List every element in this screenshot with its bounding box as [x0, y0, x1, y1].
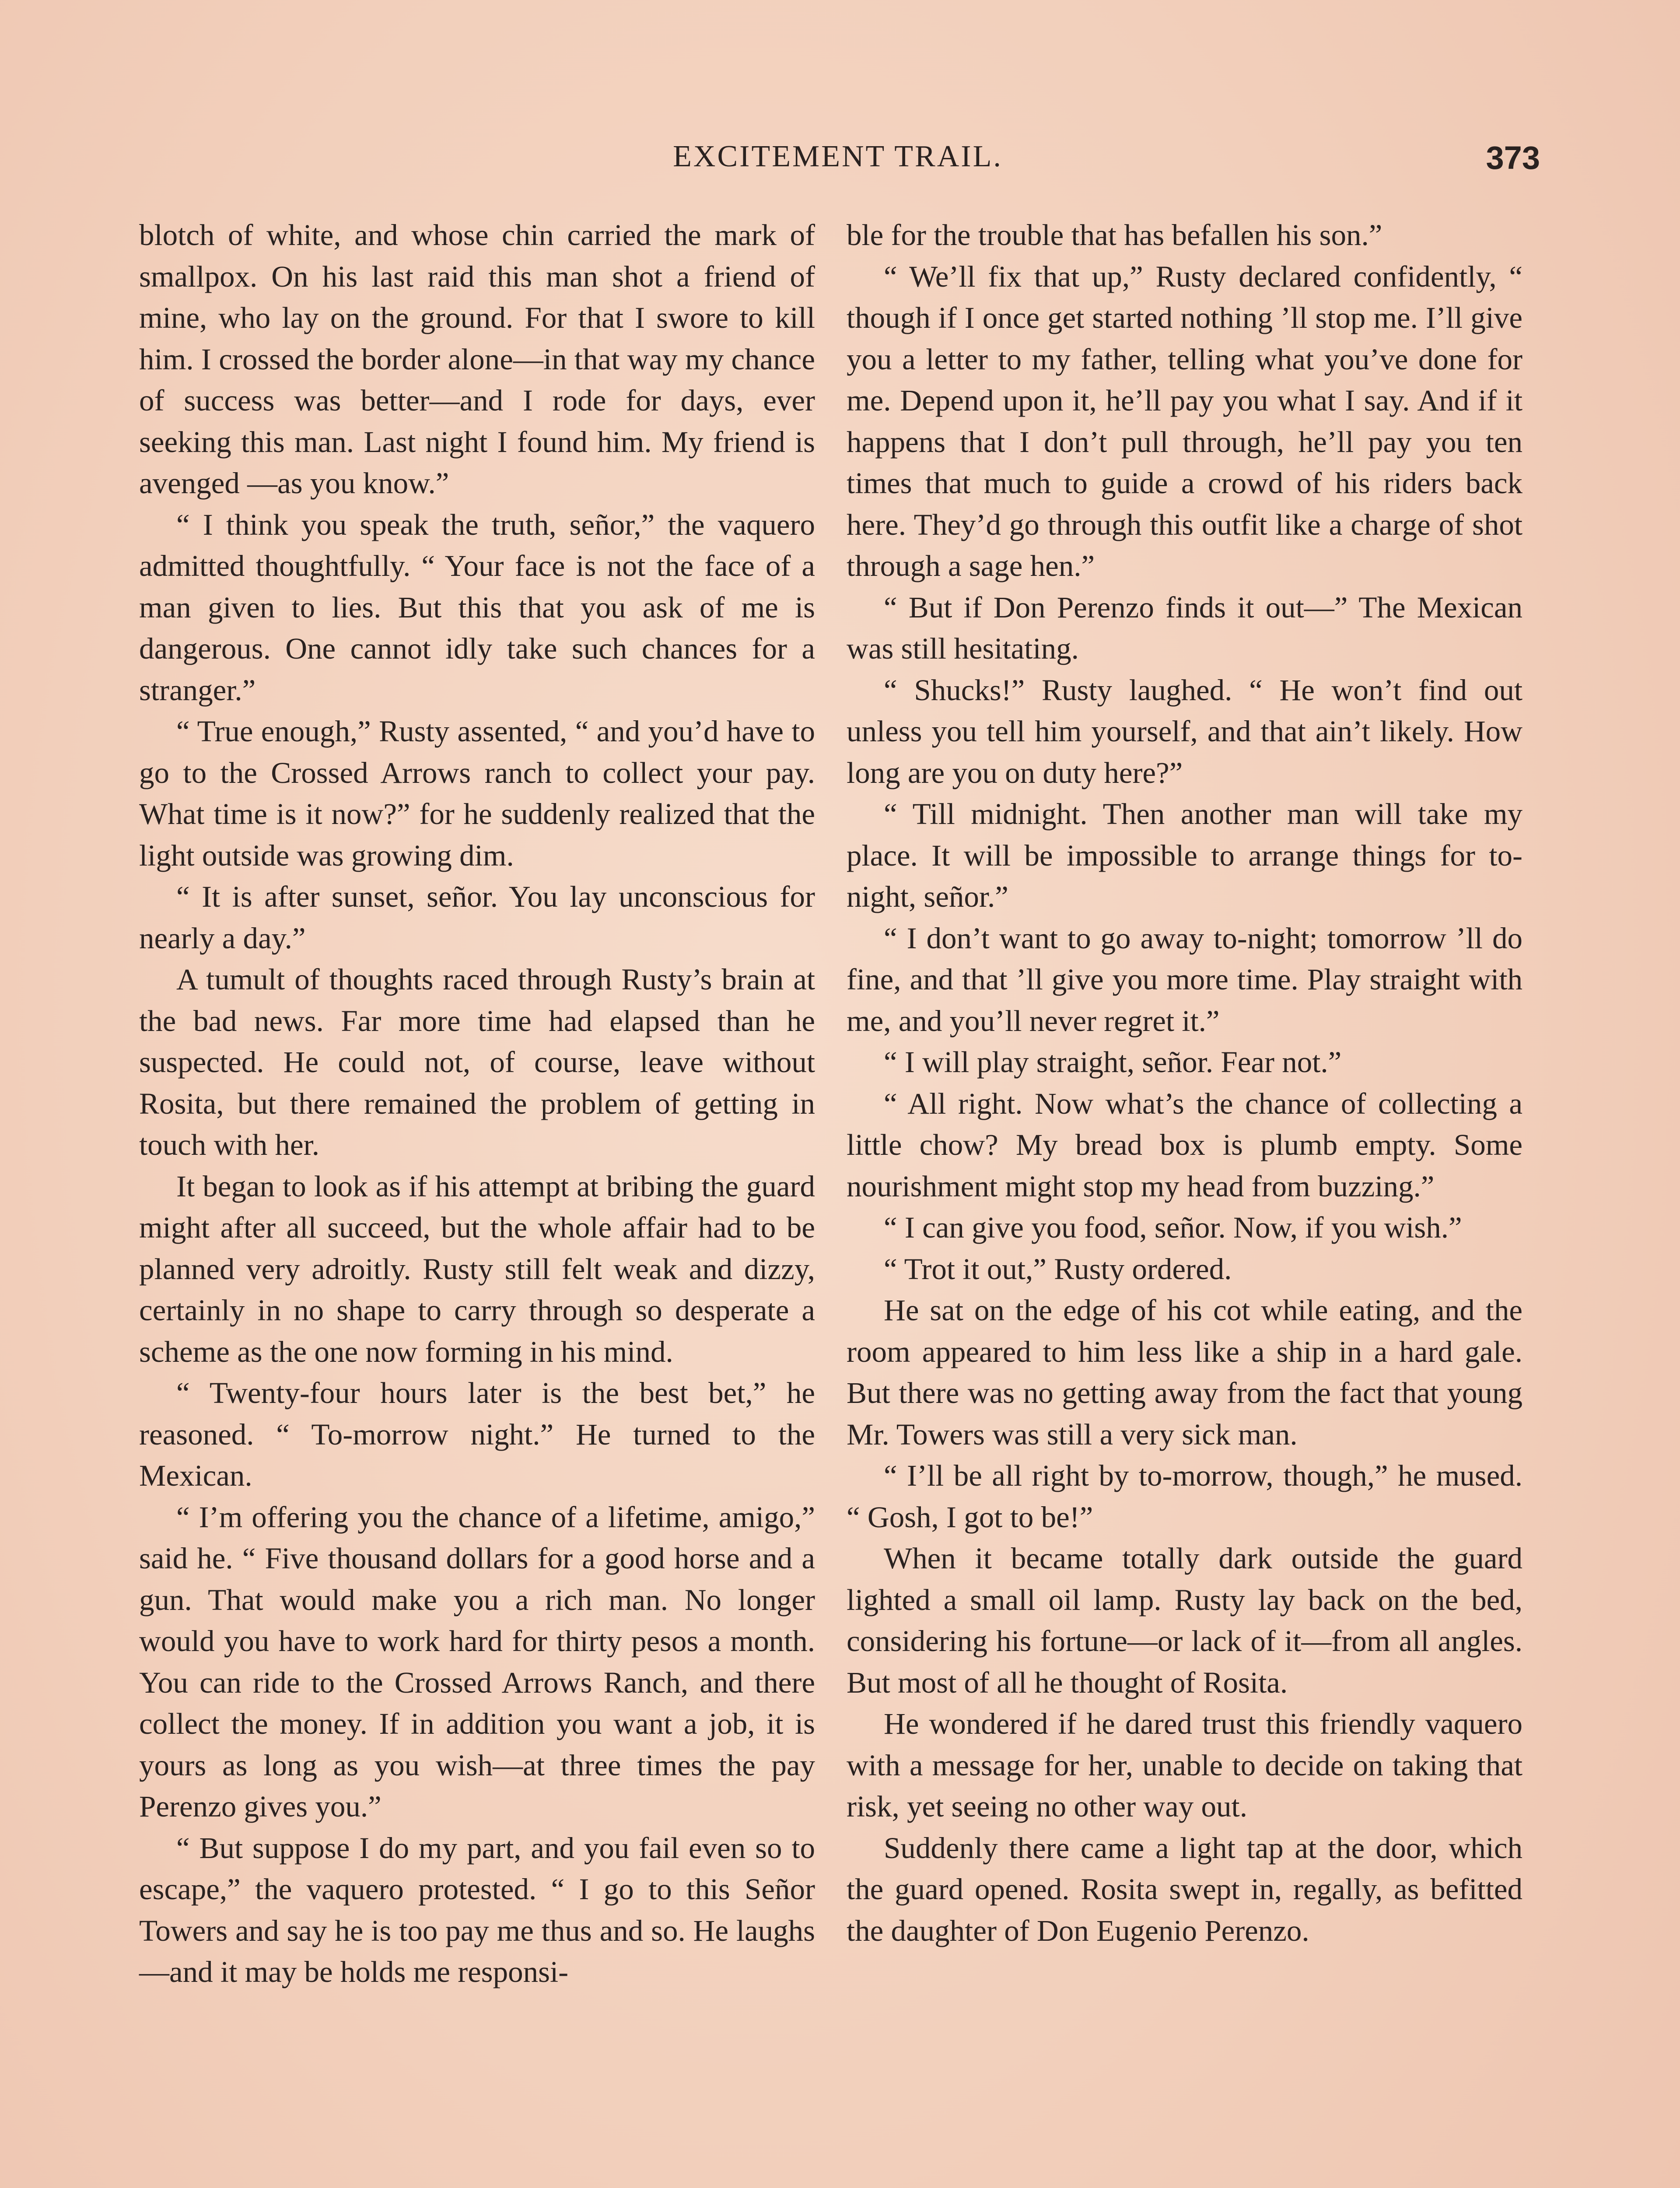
paragraph: “ We’ll fix that up,” Rusty declared confidently, “ though if I once get started nothing ’ll stop me. I’ll give you a letter to my father, telling what you’ve done for me. Depend upon it, he’ll pay you what I say. And if it happens that I don’t pull through, he’ll pay you ten times that much to guide a crowd of his riders back here. They’d go through this outfit like a charge of shot through a sage hen.” — [847, 259, 1522, 582]
paragraph: “ I’ll be all right by to-morrow, though,” he mused. “ Gosh, I got to be!” — [847, 1459, 1522, 1534]
paragraph: “ I don’t want to go away to-night; tomorrow ’ll do fine, and that ’ll give you more time. Play straight with me, and you’ll never regret it.” — [847, 921, 1522, 1038]
paragraph: “ I will play straight, señor. Fear not.” — [884, 1045, 1342, 1079]
paragraph: “ But if Don Perenzo finds it out—” The Mexican was still hesitating. — [847, 590, 1522, 665]
paragraph: It began to look as if his attempt at bribing the guard might after all succeed, but the whole affair had to be planned very adroitly. Rusty still felt weak and dizzy, certainly in no shape to carry through so desperate a scheme as the one now forming in his mind. — [139, 1169, 815, 1368]
paragraph: “ But suppose I do my part, and you fail even so to escape,” the vaquero protested. “ I go to this Señor Towers and say he is too pay me thus and so. He laughs—and it may be holds me responsi- — [139, 1831, 815, 1988]
paragraph: “ I think you speak the truth, señor,” the vaquero admitted thoughtfully. “ Your face is not the face of a man given to lies. But this that you ask of me is dangerous. One cannot idly take such chances for a stranger.” — [139, 508, 815, 707]
left-column — [139, 214, 815, 2188]
paragraph: When it became totally dark outside the guard lighted a small oil lamp. Rusty lay back on the bed, considering his fortune—or lack of it—from all angles. But most of all he thought of Rosita. — [847, 1542, 1522, 1699]
right-column — [847, 214, 1522, 2188]
paragraph: “ Twenty-four hours later is the best bet,” he reasoned. “ To-morrow night.” He turned to the Mexican. — [139, 1376, 815, 1492]
paragraph: “ It is after sunset, señor. You lay unconscious for nearly a day.” — [139, 880, 815, 955]
paragraph: “ All right. Now what’s the chance of collecting a little chow? My bread box is plumb empty. Some nourishment might stop my head from buzzing.” — [847, 1087, 1522, 1203]
paragraph: “ Trot it out,” Rusty ordered. — [884, 1252, 1232, 1286]
paragraph: “ I can give you food, señor. Now, if you wish.” — [884, 1211, 1462, 1244]
running-title: EXCITEMENT TRAIL. — [673, 140, 1003, 173]
paragraph: He wondered if he dared trust this friendly vaquero with a message for her, unable to decide on taking that risk, yet seeing no other way out. — [847, 1707, 1522, 1823]
paragraph: He sat on the edge of his cot while eating, and the room appeared to him less like a ship in a hard gale. But there was no getting away from the fact that young Mr. Towers was still a very sick man. — [847, 1294, 1522, 1451]
paragraph: “ I’m offering you the chance of a lifetime, amigo,” said he. “ Five thousand dollars for a good horse and a gun. That would make you a rich man. No longer would you have to work hard for thirty pesos a month. You can ride to the Crossed Arrows Ranch, and there collect the money. If in addition you want a job, it is yours as long as you wish—at three times the pay Perenzo gives you.” — [139, 1500, 815, 1823]
page-header — [136, 139, 1540, 179]
paragraph: ble for the trouble that has befallen his son.” — [847, 218, 1382, 252]
page-number: 373 — [1486, 140, 1540, 176]
paragraph: Suddenly there came a light tap at the door, which the guard opened. Rosita swept in, regally, as befitted the daughter of Don Eugenio Perenzo. — [847, 1831, 1522, 1947]
paragraph: “ Till midnight. Then another man will take my place. It will be impossible to arrange things for to-night, señor.” — [847, 797, 1522, 913]
paragraph: “ True enough,” Rusty assented, “ and you’d have to go to the Crossed Arrows ranch to collect your pay. What time is it now?” for he suddenly realized that the light outside was growing dim. — [139, 715, 815, 872]
paragraph: “ Shucks!” Rusty laughed. “ He won’t find out unless you tell him yourself, and that ain’t likely. How long are you on duty here?” — [847, 673, 1522, 789]
paragraph: A tumult of thoughts raced through Rusty’s brain at the bad news. Far more time had elapsed than he suspected. He could not, of course, leave without Rosita, but there remained the problem of getting in touch with her. — [139, 963, 815, 1161]
paragraph: blotch of white, and whose chin carried the mark of smallpox. On his last raid this man shot a friend of mine, who lay on the ground. For that I swore to kill him. I crossed the border alone—in that way my chance of success was better—and I rode for days, ever seeking this man. Last night I found him. My friend is avenged —as you know.” — [139, 218, 815, 500]
